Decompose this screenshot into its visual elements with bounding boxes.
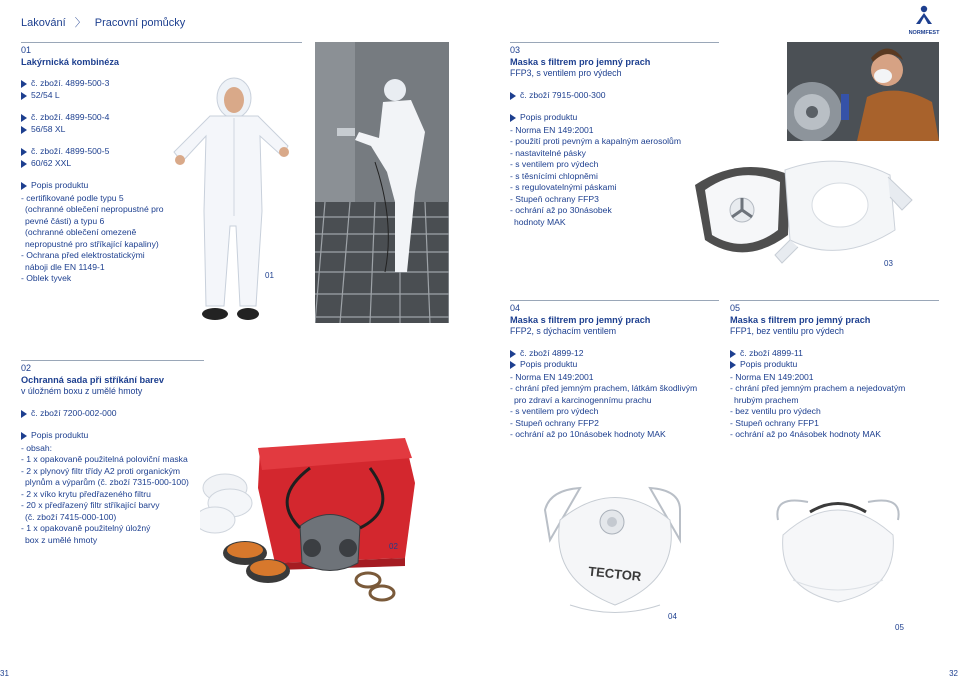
description-list	[21, 443, 189, 547]
description-line: - 1 x opakovaně použitelný úložný	[21, 523, 151, 533]
item-number-row	[21, 146, 164, 158]
description-line: - obsah:	[21, 442, 53, 453]
breadcrumb	[21, 18, 185, 30]
description-header: Popis produktu	[21, 180, 164, 192]
arrow-icon	[510, 114, 516, 122]
product-number: 02	[21, 363, 32, 373]
logo-text: NORMFEST	[908, 29, 940, 36]
description-list	[21, 193, 164, 285]
breadcrumb-item-lakovani[interactable]: Lakování	[21, 17, 66, 29]
size-row	[21, 158, 164, 170]
product-subtitle: FFP3, s ventilem pro výdech	[510, 68, 622, 78]
divider-04	[510, 300, 719, 301]
description-line: - s těsnícími chlopněmi	[510, 170, 598, 181]
description-line: (č. zboží 7415-000-100)	[25, 511, 117, 522]
description-line: - s ventilem pro výdech	[510, 159, 599, 169]
arrow-icon	[21, 92, 27, 100]
description-line: - s regulovatelnými páskami	[510, 182, 617, 192]
product-03-block	[510, 45, 681, 228]
item-number-row	[21, 112, 164, 124]
description-line: - Stupeň ochrany FFP1	[730, 417, 819, 428]
arrow-icon	[21, 410, 27, 418]
page-number-right: 32	[949, 669, 958, 678]
divider-03	[510, 42, 719, 43]
arrow-icon	[21, 148, 27, 156]
description-line: - 20 x předřazený filtr stříkající barvy	[21, 500, 160, 510]
description-header: Popis produktu	[510, 359, 697, 371]
item-number-row	[21, 408, 189, 420]
product-title: Maska s filtrem pro jemný prach	[510, 56, 651, 67]
product-title: Maska s filtrem pro jemný prach	[510, 314, 651, 325]
description-line: plynům a výparům (č. zboží 7315-000-100)	[25, 477, 189, 487]
arrow-icon	[510, 361, 516, 369]
description-line: - chrání před jemným prachem, látkám škodlivým	[510, 383, 698, 393]
description-line: - nastavitelné pásky	[510, 147, 586, 158]
description-line: nepropustné pro stříkající kapaliny)	[25, 238, 159, 249]
breadcrumb-item-pracovni-pomucky[interactable]: Pracovní pomůcky	[94, 17, 186, 29]
normfest-logo	[906, 4, 942, 34]
mask-brand-text: TECTOR	[587, 563, 642, 585]
product-subtitle: FFP2, s dýchacím ventilem	[510, 326, 617, 336]
product-subtitle: FFP1, bez ventilu pro výdech	[730, 326, 844, 336]
description-line: - bez ventilu pro výdech	[730, 406, 821, 416]
description-line: - certifikované podle typu 5	[21, 192, 124, 203]
ffp1-mask-image	[768, 490, 908, 610]
arrow-icon	[21, 160, 27, 168]
product-04-block	[510, 303, 697, 441]
product-01-block	[21, 45, 164, 285]
image-number-02: 02	[389, 542, 398, 551]
description-header: Popis produktu	[21, 430, 189, 442]
ffp2-mask-image	[540, 480, 690, 620]
description-list	[510, 372, 697, 441]
arrow-icon	[510, 92, 516, 100]
arrow-icon	[21, 126, 27, 134]
arrow-icon	[730, 350, 736, 358]
size-row	[21, 124, 164, 136]
item-number: č. zboží. 4899-500-5	[31, 146, 110, 156]
description-line: pevné části) a typu 6	[25, 215, 105, 226]
image-number-01: 01	[265, 271, 274, 280]
description-line: - Norma EN 149:2001	[730, 371, 814, 382]
description-line: (ochranné oblečení nepropustné pro	[25, 204, 164, 214]
item-number: č. zboží. 4899-500-3	[31, 78, 110, 88]
product-number: 04	[510, 303, 521, 313]
size-label: 56/58 XL	[31, 123, 66, 134]
product-05-block	[730, 303, 905, 441]
protective-kit-image	[200, 428, 420, 613]
description-line: box z umělé hmoty	[25, 534, 98, 545]
arrow-icon	[510, 350, 516, 358]
size-row	[21, 90, 164, 102]
description-header: Popis produktu	[730, 359, 905, 371]
product-number: 03	[510, 45, 521, 55]
description-line: - 2 x víko krytu předřazeného filtru	[21, 488, 151, 499]
description-line: - Norma EN 149:2001	[510, 124, 594, 135]
arrow-icon	[730, 361, 736, 369]
product-title: Maska s filtrem pro jemný prach	[730, 314, 871, 325]
description-line: - ochrání až po 10násobek hodnoty MAK	[510, 429, 666, 439]
product-title: Lakýrnická kombinéza	[21, 56, 120, 67]
product-number: 05	[730, 303, 741, 313]
description-list	[730, 372, 905, 441]
item-number-row	[510, 348, 697, 360]
description-line: - Stupeň ochrany FFP3	[510, 193, 599, 204]
item-number: č. zboží 7915-000-300	[520, 89, 606, 100]
spray-booth-photo	[315, 42, 449, 323]
arrow-icon	[21, 80, 27, 88]
breadcrumb-separator: 〉	[74, 17, 86, 29]
coverall-image	[170, 76, 290, 326]
description-header: Popis produktu	[510, 112, 681, 124]
normfest-logo-mark-icon	[906, 4, 942, 26]
description-line: - ochrání až po 4násobek hodnoty MAK	[730, 429, 881, 439]
description-line: - 2 x plynový filtr třídy A2 proti organickým	[21, 465, 181, 476]
mechanic-photo	[787, 42, 939, 141]
description-line: - použití proti pevným a kapalným aerosolům	[510, 136, 681, 146]
image-number-04: 04	[668, 612, 677, 621]
image-number-05: 05	[895, 623, 904, 632]
item-number: č. zboží 7200-002-000	[31, 407, 117, 418]
product-number: 01	[21, 45, 32, 55]
description-line: - Stupeň ochrany FFP2	[510, 417, 599, 428]
divider-05	[730, 300, 939, 301]
item-number-row	[730, 348, 905, 360]
description-list	[510, 125, 681, 229]
divider-02	[21, 360, 204, 361]
size-label: 52/54 L	[31, 89, 60, 100]
page-number-left: 31	[0, 669, 9, 678]
product-02-block	[21, 363, 189, 546]
product-title: Ochranná sada při stříkání barev	[21, 374, 164, 385]
arrow-icon	[21, 182, 27, 190]
description-line: - Norma EN 149:2001	[510, 371, 594, 382]
description-line: hrubým prachem	[734, 394, 799, 405]
description-line: (ochranné oblečení omezeně	[25, 227, 137, 237]
item-number: č. zboží 4899-12	[520, 347, 584, 358]
description-line: - Oblek tyvek	[21, 273, 72, 283]
item-number: č. zboží. 4899-500-4	[31, 112, 110, 122]
ffp3-mask-image	[690, 155, 915, 270]
product-subtitle: v úložném boxu z umělé hmoty	[21, 386, 143, 396]
description-line: - s ventilem pro výdech	[510, 406, 599, 416]
description-line: - 1 x opakovaně použitelná poloviční maska	[21, 454, 188, 464]
description-line: hodnoty MAK	[514, 216, 566, 227]
arrow-icon	[21, 432, 27, 440]
divider-01	[21, 42, 302, 43]
description-line: - ochrání až po 30násobek	[510, 205, 612, 215]
item-number-row	[510, 90, 681, 102]
item-number: č. zboží 4899-11	[740, 347, 803, 358]
description-line: - chrání před jemným prachem a nejedovatým	[730, 383, 906, 393]
description-line: náboji dle EN 1149-1	[25, 261, 105, 272]
description-line: pro zdraví a karcinogennímu prachu	[514, 394, 652, 405]
item-number-row	[21, 78, 164, 90]
description-line: - Ochrana před elektrostatickými	[21, 250, 145, 260]
image-number-03: 03	[884, 259, 893, 268]
arrow-icon	[21, 114, 27, 122]
size-label: 60/62 XXL	[31, 157, 72, 168]
